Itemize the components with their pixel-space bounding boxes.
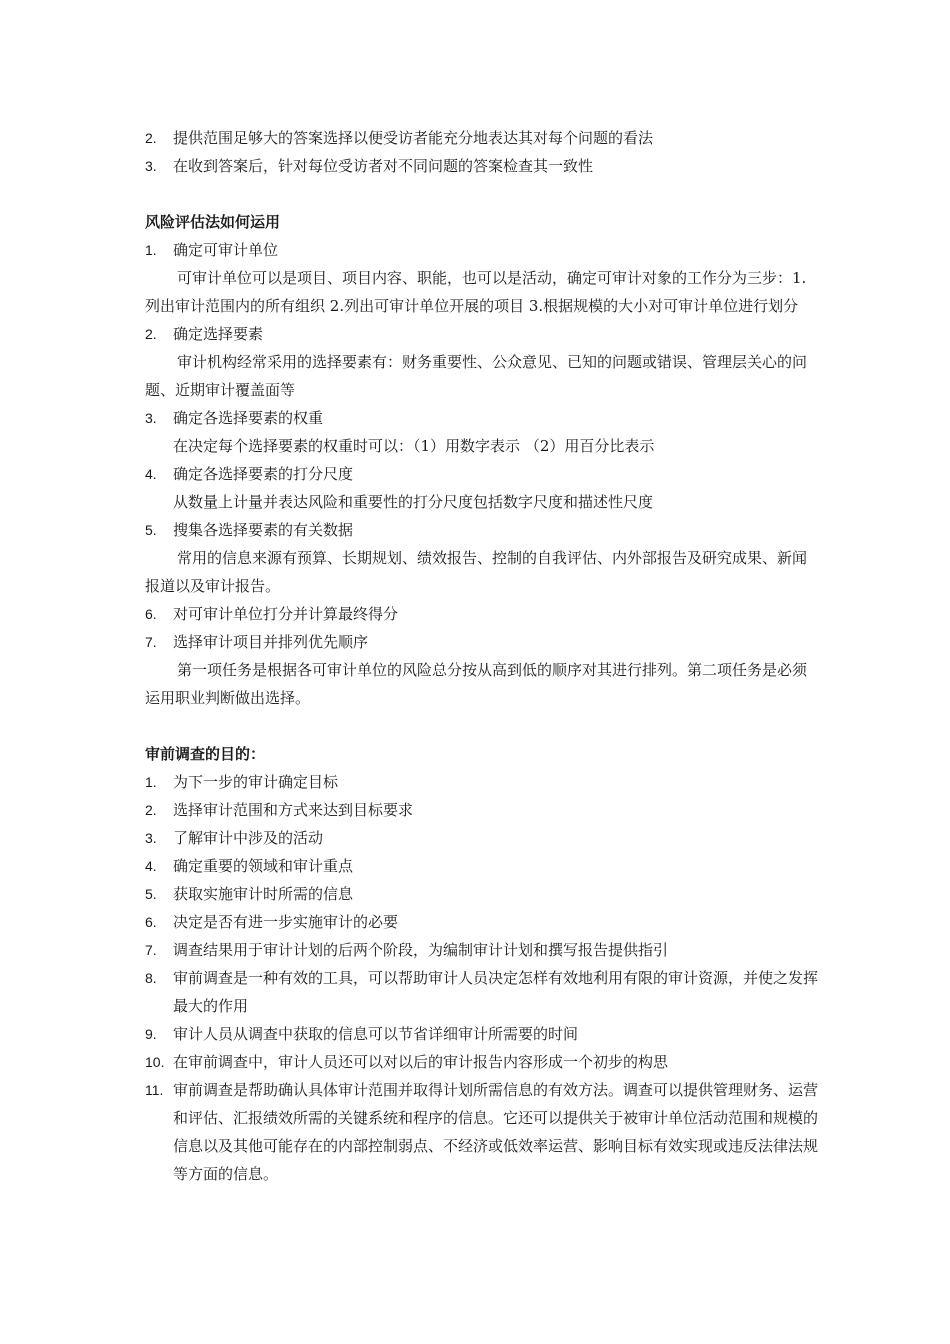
list-item [145, 600, 820, 628]
list-item [145, 320, 820, 348]
list-text: 确定各选择要素的打分尺度 [173, 465, 354, 483]
list-item [145, 124, 820, 152]
list-number: 11. [145, 1082, 164, 1098]
list-item [145, 460, 820, 488]
list-item [145, 908, 820, 936]
spacer [145, 180, 820, 208]
paragraph: 可审计单位可以是项目、项目内容、职能，也可以是活动，确定可审计对象的工作分为三步：1.列出审计范围内的所有组织 2.列出可审计单位开展的项目 3.根据规模的大小对可审计单位进行划分 [145, 269, 807, 315]
list-number: 6. [145, 914, 157, 930]
list-text: 对可审计单位打分并计算最终得分 [173, 605, 399, 623]
list-text: 确定可审计单位 [173, 241, 279, 259]
list-number: 2. [145, 326, 157, 342]
list-text: 确定重要的领域和审计重点 [173, 857, 354, 875]
list-number: 1. [145, 774, 157, 790]
list-text: 审计人员从调查中获取的信息可以节省详细审计所需要的时间 [173, 1025, 579, 1043]
list-item [145, 152, 820, 180]
list-number: 2. [145, 130, 157, 146]
paragraph: 从数量上计量并表达风险和重要性的打分尺度包括数字尺度和描述性尺度 [173, 493, 654, 511]
list-text: 调查结果用于审计计划的后两个阶段，为编制审计计划和撰写报告提供指引 [173, 941, 669, 959]
list-text: 了解审计中涉及的活动 [173, 829, 324, 847]
list-text: 选择审计范围和方式来达到目标要求 [173, 801, 414, 819]
list-number: 5. [145, 886, 157, 902]
list-item [145, 768, 820, 796]
list-number: 5. [145, 522, 157, 538]
list-number: 7. [145, 634, 157, 650]
list-text: 审前调查是帮助确认具体审计范围并取得计划所需信息的有效方法。调查可以提供管理财务、运营和评估、汇报绩效所需的关键系统和程序的信息。它还可以提供关于被审计单位活动范围和规模的信息以及其他可能存在的内部控制弱点、不经济或低效率运营、影响目标有效实现或违反法律法规等方面的信息。 [173, 1081, 819, 1183]
list-text: 选择审计项目并排列优先顺序 [173, 633, 369, 651]
spacer [145, 712, 820, 740]
section-heading: 审前调查的目的： [145, 745, 266, 763]
list-text: 确定选择要素 [173, 325, 264, 343]
list-item [145, 936, 820, 964]
list-number: 4. [145, 466, 157, 482]
list-number: 3. [145, 410, 157, 426]
list-item [145, 236, 820, 264]
list-text: 提供范围足够大的答案选择以便受访者能充分地表达其对每个问题的看法 [173, 129, 654, 147]
list-number: 6. [145, 606, 157, 622]
list-item [145, 628, 820, 656]
list-number: 4. [145, 858, 157, 874]
list-number: 9. [145, 1026, 157, 1042]
list-text: 在收到答案后，针对每位受访者对不同问题的答案检查其一致性 [173, 157, 594, 175]
list-number: 8. [145, 970, 157, 986]
list-item [145, 516, 820, 544]
list-number: 2. [145, 802, 157, 818]
list-text: 搜集各选择要素的有关数据 [173, 521, 354, 539]
paragraph: 第一项任务是根据各可审计单位的风险总分按从高到低的顺序对其进行排列。第二项任务是必须运用职业判断做出选择。 [145, 661, 808, 707]
list-item [145, 1076, 820, 1188]
list-item [145, 852, 820, 880]
list-item [145, 796, 820, 824]
section-heading: 风险评估法如何运用 [145, 213, 281, 231]
list-text: 在审前调查中，审计人员还可以对以后的审计报告内容形成一个初步的构思 [173, 1053, 669, 1071]
list-number: 1. [145, 242, 157, 258]
list-number: 7. [145, 942, 157, 958]
document-body [145, 124, 820, 1188]
list-text: 获取实施审计时所需的信息 [173, 885, 354, 903]
list-number: 10. [145, 1054, 165, 1070]
list-item [145, 404, 820, 432]
list-item [145, 824, 820, 852]
paragraph: 在决定每个选择要素的权重时可以：（1）用数字表示 （2）用百分比表示 [173, 437, 655, 455]
list-item [145, 1048, 820, 1076]
list-text: 为下一步的审计确定目标 [173, 773, 339, 791]
list-text: 审前调查是一种有效的工具，可以帮助审计人员决定怎样有效地利用有限的审计资源，并使之发挥最大的作用 [173, 969, 819, 1015]
list-item [145, 964, 820, 1020]
paragraph: 审计机构经常采用的选择要素有：财务重要性、公众意见、已知的问题或错误、管理层关心的问题、近期审计覆盖面等 [145, 353, 808, 399]
list-number: 3. [145, 158, 157, 174]
list-item [145, 1020, 820, 1048]
list-number: 3. [145, 830, 157, 846]
list-item [145, 880, 820, 908]
paragraph: 常用的信息来源有预算、长期规划、绩效报告、控制的自我评估、内外部报告及研究成果、新闻报道以及审计报告。 [145, 549, 808, 595]
list-text: 确定各选择要素的权重 [173, 409, 324, 427]
list-text: 决定是否有进一步实施审计的必要 [173, 913, 399, 931]
